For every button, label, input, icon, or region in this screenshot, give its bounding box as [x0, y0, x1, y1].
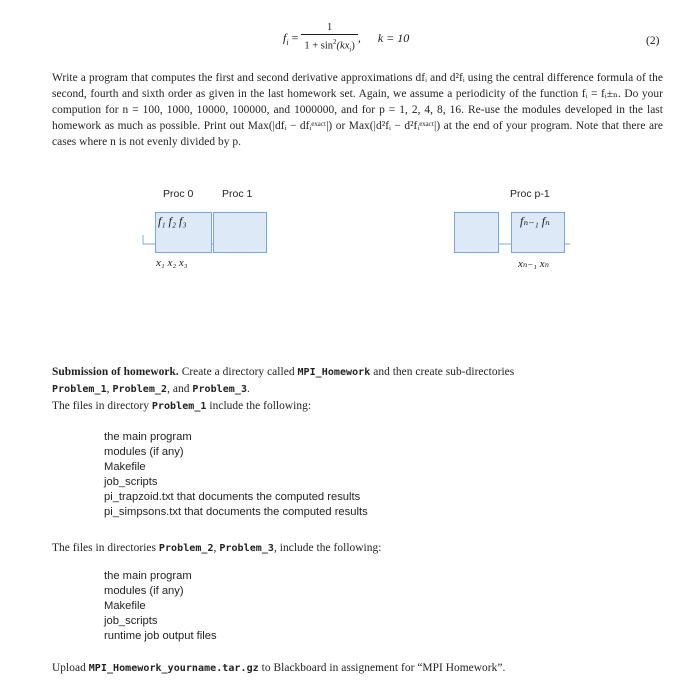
proc1-box	[213, 212, 267, 253]
upload-filename: MPI_Homework_yourname.tar.gz	[88, 663, 259, 674]
list-item: modules (if any)	[104, 585, 184, 597]
domain-axis	[0, 0, 689, 290]
problem1-file-list	[104, 430, 368, 520]
procp-x-values: xₙ₋₁ xₙ	[518, 258, 550, 270]
procp2-box	[454, 212, 499, 253]
list-item: runtime job output files	[104, 630, 217, 642]
eq-lhs: f	[283, 30, 287, 45]
procp-label: Proc p-1	[510, 188, 550, 200]
eq-k: k = 10	[377, 30, 410, 45]
list-item: the main program	[104, 431, 192, 443]
dir-name: MPI_Homework	[297, 367, 371, 378]
list-item: job_scripts	[104, 476, 158, 488]
submission-heading: Submission of homework.	[52, 366, 179, 378]
equation: $f_i$ = $\frac{1}{1 + \sin^2(kx_i)}$ , k = 10	[283, 22, 410, 54]
problem-text: Write a program that computes the first and second derivative approximations dfᵢ and d²fᵢ using the central difference formula of the second, fourth and sixth order as given in the last homework set. Again, we assume a periodicity of the function fᵢ = fᵢ±ₙ. Do your compution for n = 100, 1000, 10000, 100000, and 1000000, and for p = 1, 2, 4, 8, 16. Re-use the modules developed in the last homework as much as possible. Print out Max(|dfᵢ − dfᵢᵉˣᵃᶜᵗ|) or Max(|d²fᵢ − d²fᵢᵉˣᵃᶜᵗ|) at the end of your program. Note that there are cases where n is not evenly divided by p.	[52, 72, 663, 148]
list-item: the main program	[104, 570, 192, 582]
problem23-file-list	[104, 569, 217, 644]
proc0-label: Proc 0	[163, 188, 194, 200]
equation-number: (2)	[646, 35, 660, 47]
list-item: Makefile	[104, 600, 146, 612]
proc0-x-values: x₁ x₂ x₃	[156, 257, 188, 269]
proc0-f-values: f₁ f₂ f₃	[158, 214, 187, 228]
eq-fraction: $\frac{1}{1 + \sin^2(kx_i)}$	[301, 22, 357, 56]
submission-paragraph: Submission of homework. Create a directory called MPI_Homework and then create sub-directories Problem_1, Problem_2, and Problem_3. The files in directory Problem_1 include the following:	[52, 366, 515, 412]
list-item: pi_simpsons.txt that documents the computed results	[104, 506, 368, 518]
list-item: pi_trapzoid.txt that documents the computed results	[104, 491, 361, 503]
list-item: Makefile	[104, 461, 146, 473]
upload-line: Upload MPI_Homework_yourname.tar.gz to Blackboard in assignement for “MPI Homework”.	[52, 662, 506, 674]
processor-diagram	[0, 0, 689, 290]
proc1-label: Proc 1	[222, 188, 253, 200]
procp-f-values: fₙ₋₁ fₙ	[520, 214, 550, 228]
list-item: job_scripts	[104, 615, 158, 627]
problem23-intro: The files in directories Problem_2, Problem_3, include the following:	[52, 542, 382, 554]
list-item: modules (if any)	[104, 446, 184, 458]
